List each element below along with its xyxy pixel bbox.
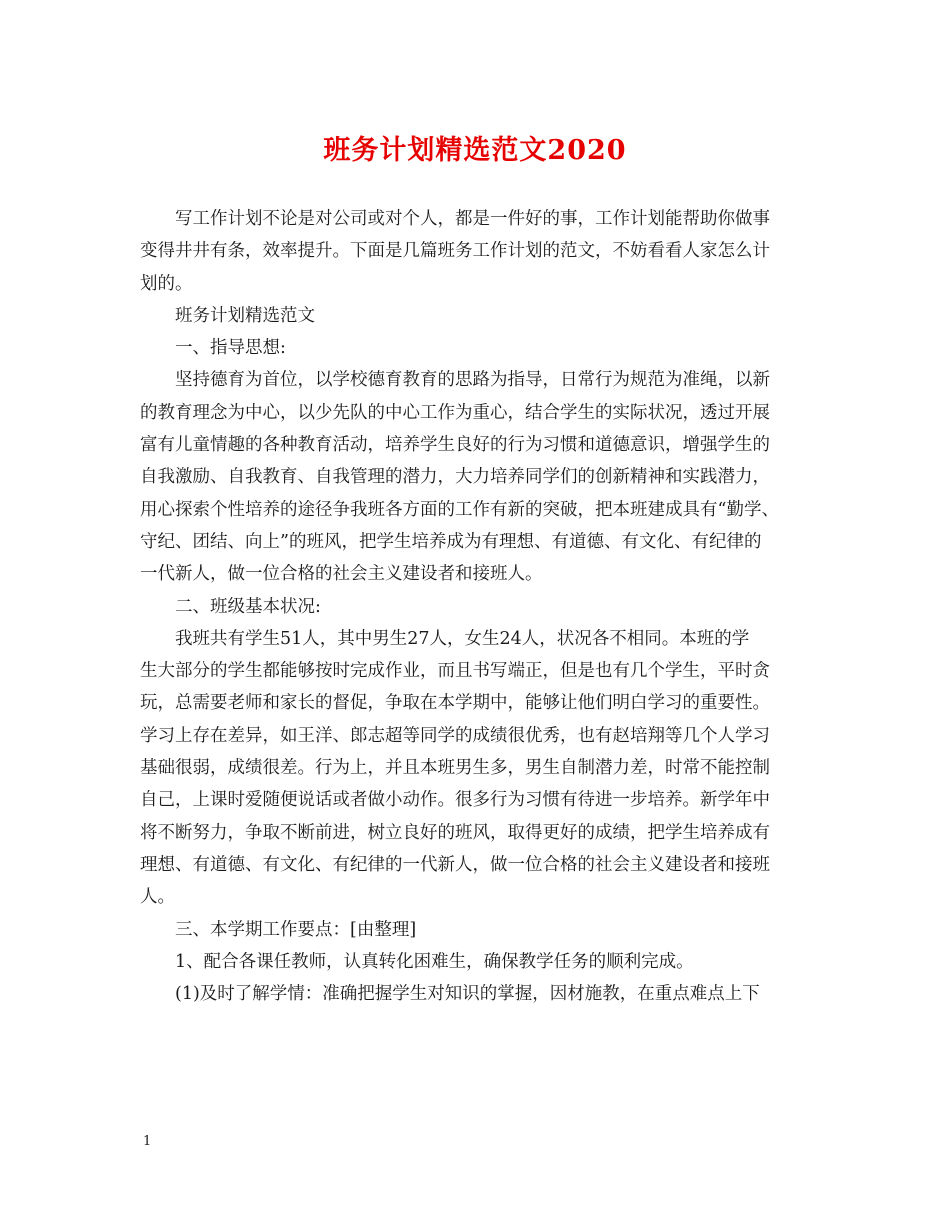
text-line: 将不断努力，争取不断前进，树立良好的班风，取得更好的成绩，把学生培养成有 [140,822,770,843]
text-line: 学习上存在差异，如王洋、郎志超等同学的成绩很优秀，也有赵培翔等几个人学习 [140,725,770,746]
text-line: 划的。 [140,273,193,294]
document-body [140,203,820,1010]
text-line: 理想、有道德、有文化、有纪律的一代新人，做一位合格的社会主义建设者和接班 [140,854,770,875]
page-number: 1 [143,1134,152,1149]
text-line: 的教育理念为中心，以少先队的中心工作为重心，结合学生的实际状况，透过开展 [140,402,770,423]
text-line: (1)及时了解学情：准确把握学生对知识的掌握，因材施教，在重点难点上下 [175,984,760,1005]
text-line: 玩，总需要老师和家长的督促，争取在本学期中，能够让他们明白学习的重要性。 [140,693,770,714]
text-line: 写工作计划不论是对公司或对个人，都是一件好的事，工作计划能帮助你做事 [175,209,770,229]
text-line: 一、指导思想: [175,338,286,359]
text-line: 富有儿童情趣的各种教育活动，培养学生良好的行为习惯和道德意识，增强学生的 [140,435,770,456]
text-line: 1、配合各课任教师，认真转化困难生，确保教学任务的顺利完成。 [175,951,694,972]
text-line: 人。 [140,887,175,908]
text-line: 守纪、团结、向上”的班风，把学生培养成为有理想、有道德、有文化、有纪律的 [140,531,762,552]
text-line: 坚持德育为首位，以学校德育教育的思路为指导，日常行为规范为准绳，以新 [175,370,770,391]
text-line: 一代新人，做一位合格的社会主义建设者和接班人。 [140,564,543,585]
text-line: 自己，上课时爱随便说话或者做小动作。很多行为习惯有待进一步培养。新学年中 [140,790,770,811]
document-title: 班务计划精选范文2020 [323,135,627,166]
text-line: 三、本学期工作要点：[由整理] [175,919,417,940]
text-line: 用心探索个性培养的途径争我班各方面的工作有新的突破，把本班建成具有“勤学、 [140,499,779,520]
text-line: 基础很弱，成绩很差。行为上，并且本班男生多，男生自制潜力差，时常不能控制 [140,758,770,779]
text-line: 自我激励、自我教育、自我管理的潜力，大力培养同学们的创新精神和实践潜力， [140,467,770,488]
text-line: 二、班级基本状况: [175,596,321,617]
text-line: 变得井井有条，效率提升。下面是几篇班务工作计划的范文，不妨看看人家怎么计 [140,241,770,262]
text-line: 我班共有学生51人，其中男生27人，女生24人，状况各不相同。本班的学 [175,628,750,649]
text-line: 班务计划精选范文 [175,305,315,326]
text-line: 生大部分的学生都能够按时完成作业，而且书写端正，但是也有几个学生，平时贪 [140,661,770,682]
